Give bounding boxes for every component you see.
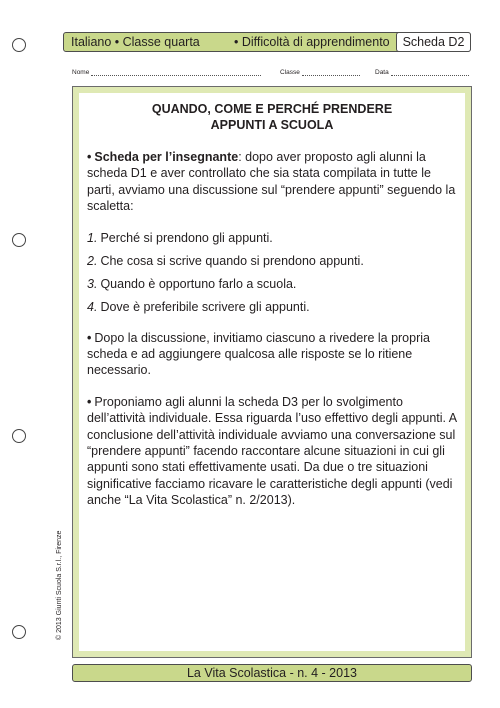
header-bar <box>63 32 471 52</box>
date-blank[interactable] <box>391 67 469 76</box>
outline-list <box>87 230 457 315</box>
paragraph-teacher-note <box>87 149 457 215</box>
list-item-number: 4. <box>87 299 98 314</box>
date-label: Data <box>375 69 389 76</box>
class-field[interactable] <box>280 67 360 79</box>
page-title <box>87 101 457 133</box>
bullet-icon: • <box>87 330 92 345</box>
sheet-label: Scheda D2 <box>396 32 471 52</box>
list-item <box>87 253 457 269</box>
discussion-text: Dopo la discussione, invitiamo ciascuno a rivedere la propria scheda e ad aggiungere qualcosa alle risposte se lo ritiene necessario. <box>87 330 430 378</box>
header-subject: Italiano • Classe quarta <box>71 35 200 49</box>
header-topic: • Difficoltà di apprendimento <box>234 35 390 49</box>
list-item-number: 3. <box>87 276 98 291</box>
list-item-text: Che cosa si scrive quando si prendono appunti. <box>100 253 364 268</box>
paragraph-discussion <box>87 330 457 379</box>
teacher-note-heading: Scheda per l’insegnante <box>94 150 239 164</box>
list-item-text: Quando è opportuno farlo a scuola. <box>100 276 297 291</box>
name-label: Nome <box>72 69 90 76</box>
copyright-notice: © 2013 Giunti Scuola S.r.l., Firenze <box>56 530 63 640</box>
list-item <box>87 230 457 246</box>
footer-text: La Vita Scolastica - n. 4 - 2013 <box>186 666 357 680</box>
date-field[interactable] <box>375 67 469 79</box>
binder-hole-4 <box>12 625 26 639</box>
paragraph-activity <box>87 394 457 509</box>
class-blank[interactable] <box>302 67 360 76</box>
bullet-icon: • <box>87 150 92 164</box>
content-frame <box>72 86 472 658</box>
footer-bar <box>72 664 472 682</box>
list-item <box>87 299 457 315</box>
list-item <box>87 276 457 292</box>
bullet-icon: • <box>87 394 92 409</box>
binder-hole-2 <box>12 233 26 247</box>
list-item-number: 1. <box>87 230 98 245</box>
binder-hole-3 <box>12 429 26 443</box>
student-info-line <box>72 67 472 79</box>
title-line-2: APPUNTI A SCUOLA <box>210 118 334 132</box>
name-field[interactable] <box>72 67 261 79</box>
activity-text: Proponiamo agli alunni la scheda D3 per lo svolgimento dell’attività individuale. Essa riguarda l’uso effettivo degli appunti. A conclusione dell’attività individuale avviamo una conversazione sul “prendere appunti” facendo raccontare alcune situazioni in cui gli appunti sono stati effettivamente usati. Da due o tre situazioni significative facciamo ricavare le caratteristiche degli appunti (vedi anche “La Vita Scolastica” n. 2/2013). <box>87 394 457 508</box>
list-item-number: 2. <box>87 253 98 268</box>
title-line-1: QUANDO, COME E PERCHÉ PRENDERE <box>151 102 393 116</box>
content-panel <box>79 93 465 651</box>
list-item-text: Dove è preferibile scrivere gli appunti. <box>100 299 310 314</box>
teacher-note-text: : dopo aver proposto agli alunni la scheda D1 e aver controllato che sia stata compilata in tutte le parti, avviamo una discussione sul “prendere appunti” seguendo la scaletta: <box>87 150 456 214</box>
binder-hole-1 <box>12 38 26 52</box>
list-item-text: Perché si prendono gli appunti. <box>100 230 273 245</box>
name-blank[interactable] <box>91 67 261 76</box>
class-label: Classe <box>280 69 300 76</box>
